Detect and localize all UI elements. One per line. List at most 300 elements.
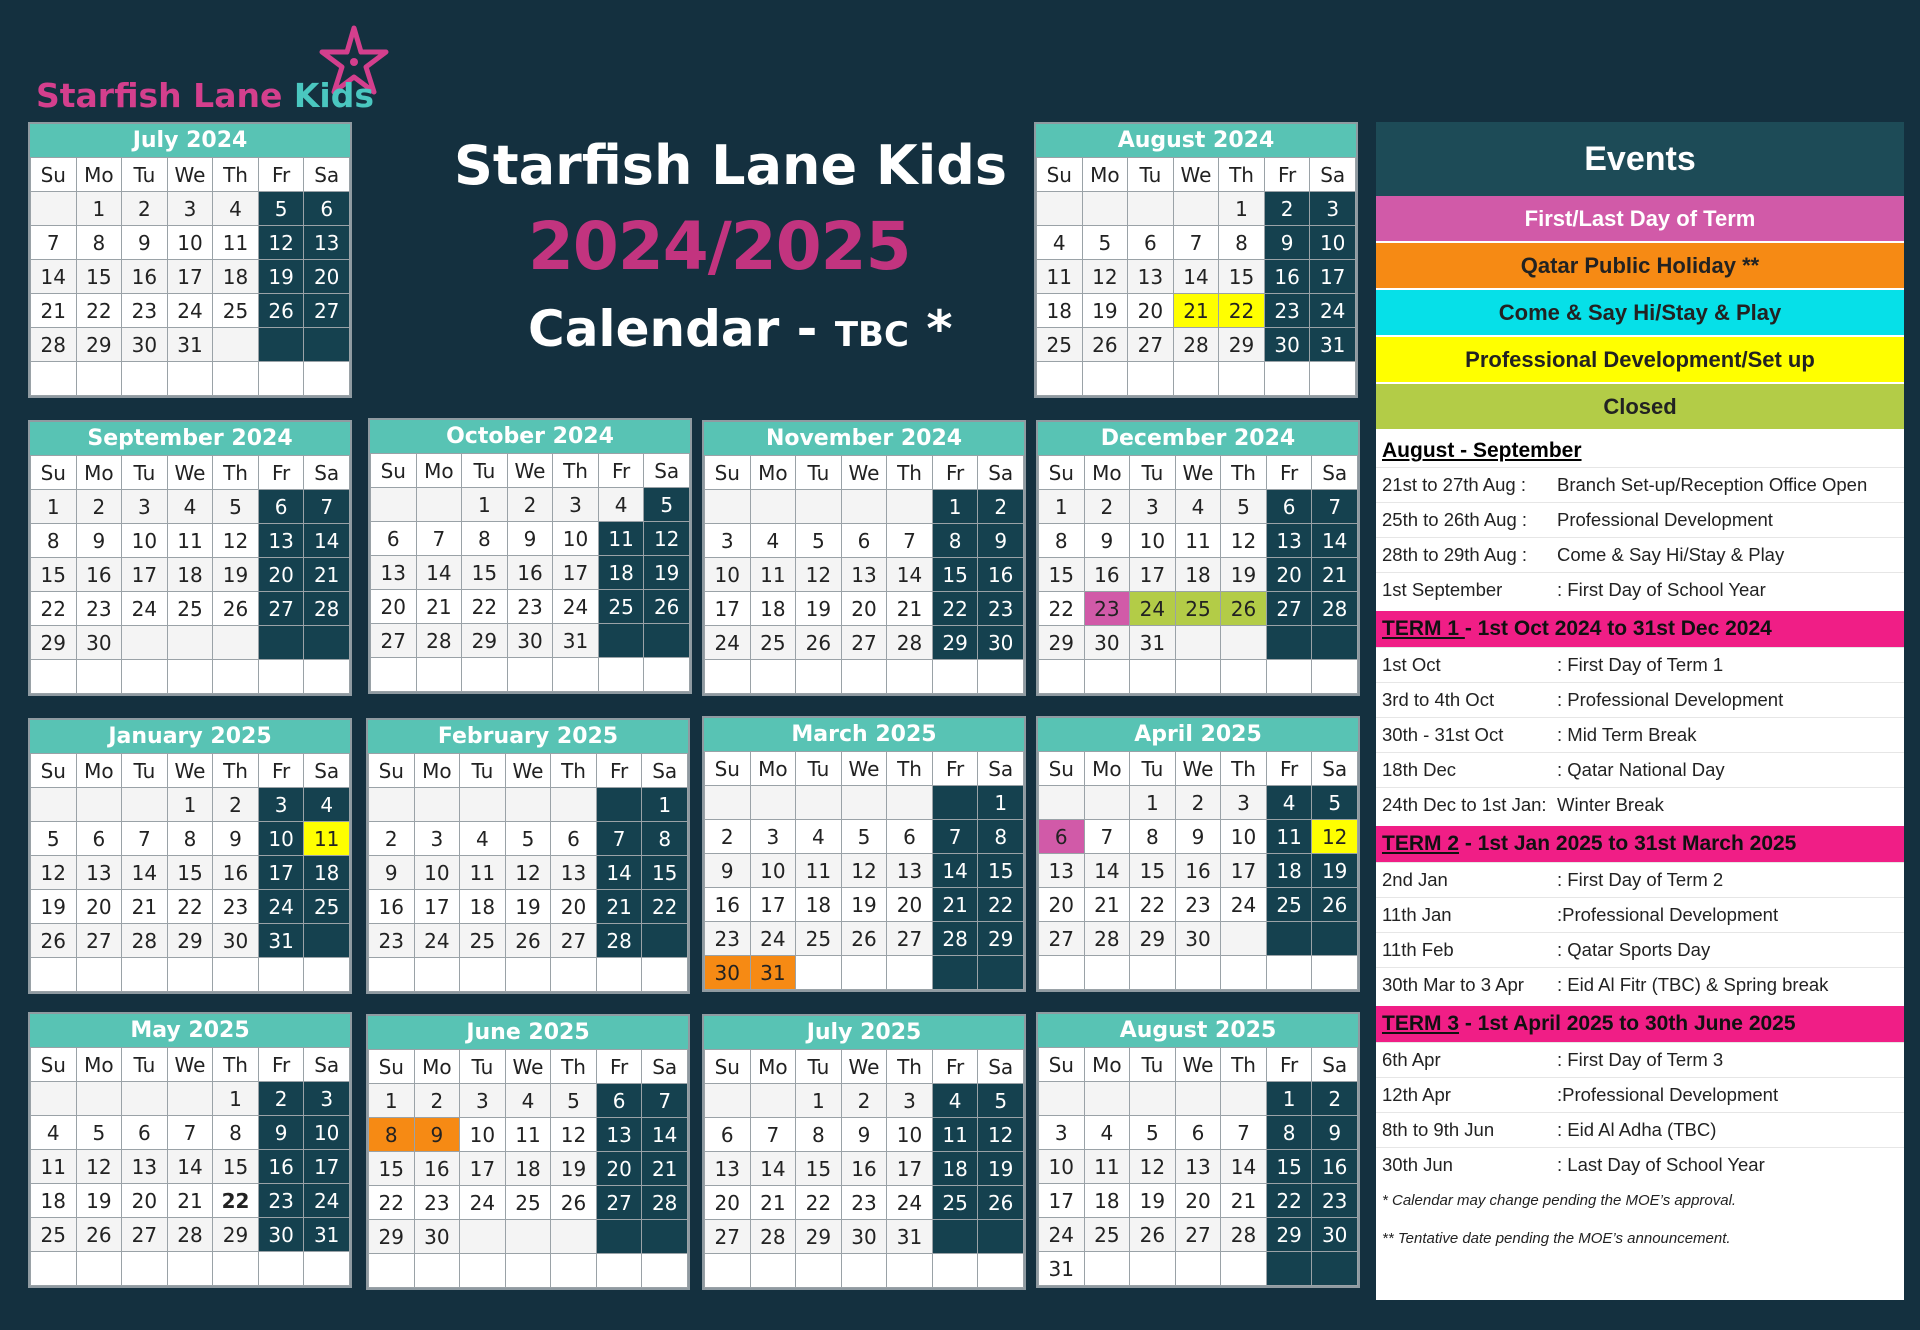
term3-title: TERM 3 - 1st April 2025 to 30th June 2025 — [1376, 1006, 1904, 1042]
empty-cell — [507, 658, 553, 692]
empty-cell — [258, 1252, 304, 1286]
day-cell: 17 — [705, 592, 751, 626]
empty-cell — [31, 788, 77, 822]
day-cell: 3 — [1221, 786, 1267, 820]
weekday-header: Sa — [1310, 158, 1356, 192]
weekday-header: Su — [1037, 158, 1083, 192]
day-cell: 16 — [507, 556, 553, 590]
day-cell: 28 — [304, 592, 350, 626]
weekday-header: Sa — [1312, 456, 1358, 490]
day-cell: 18 — [598, 556, 644, 590]
empty-cell — [750, 490, 796, 524]
day-cell: 8 — [76, 226, 122, 260]
empty-cell — [978, 956, 1024, 990]
day-cell: 6 — [1266, 490, 1312, 524]
day-cell: 11 — [1084, 1150, 1130, 1184]
day-cell: 26 — [258, 294, 304, 328]
weekday-header: Su — [1039, 1048, 1085, 1082]
day-cell: 1 — [1039, 490, 1085, 524]
weekday-header: Fr — [1266, 1048, 1312, 1082]
event-date: 21st to 27th Aug : — [1382, 474, 1526, 495]
day-cell: 16 — [258, 1150, 304, 1184]
weekday-header: Tu — [1128, 158, 1174, 192]
day-cell: 31 — [1039, 1252, 1085, 1286]
day-cell: 15 — [76, 260, 122, 294]
title-year: 2024/2025 — [528, 208, 911, 285]
empty-cell — [644, 658, 690, 692]
day-cell: 15 — [932, 558, 978, 592]
weekday-header: Fr — [932, 752, 978, 786]
empty-cell — [551, 788, 597, 822]
day-cell: 12 — [505, 856, 551, 890]
event-date: 1st Oct — [1382, 654, 1441, 675]
day-cell: 5 — [1221, 490, 1267, 524]
month-september-2024 — [28, 420, 352, 696]
event-date: 6th Apr — [1382, 1049, 1441, 1070]
month-title: August 2025 — [1038, 1014, 1358, 1047]
event-row — [1376, 1112, 1904, 1147]
day-cell: 3 — [887, 1084, 933, 1118]
empty-cell — [642, 958, 688, 992]
empty-cell — [1039, 660, 1085, 694]
weekday-header: Mo — [1084, 456, 1130, 490]
day-cell: 29 — [213, 1218, 259, 1252]
day-cell: 1 — [76, 192, 122, 226]
event-date: 30th Mar to 3 Apr — [1382, 974, 1524, 995]
day-cell: 18 — [167, 558, 213, 592]
day-cell: 2 — [414, 1084, 460, 1118]
empty-cell — [932, 786, 978, 820]
day-cell: 11 — [31, 1150, 77, 1184]
day-cell: 11 — [796, 854, 842, 888]
day-cell: 18 — [460, 890, 506, 924]
day-cell: 6 — [1039, 820, 1085, 854]
day-cell: 27 — [841, 626, 887, 660]
event-desc: : Qatar National Day — [1557, 759, 1725, 780]
empty-cell — [887, 956, 933, 990]
day-cell: 27 — [1175, 1218, 1221, 1252]
day-cell: 2 — [841, 1084, 887, 1118]
day-cell: 25 — [796, 922, 842, 956]
day-cell: 1 — [932, 490, 978, 524]
empty-cell — [369, 788, 415, 822]
event-desc: : First Day of Term 2 — [1557, 869, 1724, 890]
day-cell: 23 — [369, 924, 415, 958]
day-cell: 27 — [1128, 328, 1174, 362]
empty-cell — [796, 660, 842, 694]
day-cell: 13 — [304, 226, 350, 260]
day-cell: 3 — [304, 1082, 350, 1116]
empty-cell — [551, 958, 597, 992]
weekday-header: Tu — [122, 754, 168, 788]
day-cell: 20 — [705, 1186, 751, 1220]
month-title: May 2025 — [30, 1014, 350, 1047]
weekday-header: Tu — [796, 456, 842, 490]
weekday-header: Su — [1039, 456, 1085, 490]
event-desc: : Eid Al Adha (TBC) — [1557, 1119, 1717, 1140]
empty-cell — [841, 660, 887, 694]
day-cell: 29 — [978, 922, 1024, 956]
day-cell: 18 — [505, 1152, 551, 1186]
weekday-header: Th — [213, 456, 259, 490]
term3-list — [1376, 1042, 1904, 1182]
day-cell: 24 — [122, 592, 168, 626]
day-cell: 15 — [642, 856, 688, 890]
day-cell: 13 — [76, 856, 122, 890]
weekday-header: We — [167, 754, 213, 788]
empty-cell — [122, 1252, 168, 1286]
event-row — [1376, 502, 1904, 537]
day-cell: 26 — [841, 922, 887, 956]
empty-cell — [369, 1254, 415, 1288]
day-cell: 10 — [304, 1116, 350, 1150]
weekday-header: Th — [213, 158, 259, 192]
day-cell: 18 — [796, 888, 842, 922]
day-cell: 10 — [1039, 1150, 1085, 1184]
empty-cell — [258, 626, 304, 660]
empty-cell — [1266, 626, 1312, 660]
day-cell: 17 — [122, 558, 168, 592]
day-cell: 5 — [1082, 226, 1128, 260]
day-cell: 31 — [167, 328, 213, 362]
weekday-header: Fr — [596, 1050, 642, 1084]
day-cell: 22 — [31, 592, 77, 626]
empty-cell — [505, 1254, 551, 1288]
event-date: 25th to 26th Aug : — [1382, 509, 1528, 530]
weekday-header: Sa — [978, 456, 1024, 490]
day-cell: 30 — [122, 328, 168, 362]
day-cell: 18 — [750, 592, 796, 626]
month-title: February 2025 — [368, 720, 688, 753]
day-cell: 18 — [1266, 854, 1312, 888]
event-date: 2nd Jan — [1382, 869, 1448, 890]
month-february-2025 — [366, 718, 690, 994]
event-row — [1376, 1147, 1904, 1182]
day-cell: 31 — [1310, 328, 1356, 362]
day-cell: 30 — [705, 956, 751, 990]
empty-cell — [1221, 922, 1267, 956]
legend-first-last-day: First/Last Day of Term — [1376, 196, 1904, 243]
empty-cell — [304, 362, 350, 396]
day-cell: 13 — [596, 1118, 642, 1152]
empty-cell — [705, 786, 751, 820]
note-tentative: ** Tentative date pending the MOE’s announcement. — [1382, 1230, 1731, 1247]
day-cell: 23 — [213, 890, 259, 924]
month-may-2025 — [28, 1012, 352, 1288]
day-cell: 18 — [1084, 1184, 1130, 1218]
empty-cell — [642, 1254, 688, 1288]
empty-cell — [76, 788, 122, 822]
day-cell: 14 — [304, 524, 350, 558]
logo-text: Starfish Lane Kids — [36, 76, 374, 115]
event-desc: Professional Development — [1557, 509, 1773, 530]
weekday-header: Mo — [750, 752, 796, 786]
weekday-header: Su — [705, 456, 751, 490]
day-cell: 21 — [932, 888, 978, 922]
day-cell: 8 — [978, 820, 1024, 854]
month-title: March 2025 — [704, 718, 1024, 751]
day-cell: 28 — [167, 1218, 213, 1252]
month-october-2024 — [368, 418, 692, 694]
empty-cell — [31, 192, 77, 226]
day-cell: 1 — [978, 786, 1024, 820]
empty-cell — [1130, 660, 1176, 694]
day-cell: 4 — [460, 822, 506, 856]
day-cell: 24 — [1130, 592, 1176, 626]
day-cell: 8 — [213, 1116, 259, 1150]
empty-cell — [505, 1220, 551, 1254]
day-cell: 14 — [122, 856, 168, 890]
day-cell: 25 — [598, 590, 644, 624]
day-cell: 29 — [1219, 328, 1265, 362]
empty-cell — [414, 958, 460, 992]
day-cell: 7 — [167, 1116, 213, 1150]
day-cell: 20 — [76, 890, 122, 924]
event-row — [1376, 897, 1904, 932]
day-cell: 23 — [507, 590, 553, 624]
day-cell: 3 — [258, 788, 304, 822]
weekday-header: Th — [551, 1050, 597, 1084]
day-cell: 28 — [1221, 1218, 1267, 1252]
event-date: 28th to 29th Aug : — [1382, 544, 1528, 565]
day-cell: 7 — [1173, 226, 1219, 260]
day-cell: 27 — [887, 922, 933, 956]
day-cell: 24 — [167, 294, 213, 328]
empty-cell — [887, 1254, 933, 1288]
day-cell: 7 — [1221, 1116, 1267, 1150]
month-title: July 2024 — [30, 124, 350, 157]
day-cell: 28 — [1084, 922, 1130, 956]
day-cell: 9 — [414, 1118, 460, 1152]
weekday-header: Tu — [122, 158, 168, 192]
event-row — [1376, 717, 1904, 752]
day-cell: 10 — [887, 1118, 933, 1152]
day-cell: 12 — [1082, 260, 1128, 294]
day-cell: 9 — [1084, 524, 1130, 558]
event-desc: : Mid Term Break — [1557, 724, 1697, 745]
day-cell: 22 — [462, 590, 508, 624]
day-cell: 9 — [507, 522, 553, 556]
empty-cell — [551, 1254, 597, 1288]
day-cell: 19 — [978, 1152, 1024, 1186]
day-cell: 17 — [167, 260, 213, 294]
month-title: November 2024 — [704, 422, 1024, 455]
month-title: June 2025 — [368, 1016, 688, 1049]
weekday-header: Su — [705, 752, 751, 786]
event-date: 3rd to 4th Oct — [1382, 689, 1495, 710]
day-cell: 31 — [258, 924, 304, 958]
weekday-header: Su — [369, 1050, 415, 1084]
events-heading: Events — [1376, 122, 1904, 196]
empty-cell — [1037, 192, 1083, 226]
empty-cell — [460, 788, 506, 822]
day-cell: 5 — [76, 1116, 122, 1150]
empty-cell — [76, 958, 122, 992]
empty-cell — [1312, 922, 1358, 956]
empty-cell — [1039, 956, 1085, 990]
day-cell: 30 — [414, 1220, 460, 1254]
day-cell: 31 — [750, 956, 796, 990]
empty-cell — [1039, 786, 1085, 820]
day-cell: 16 — [705, 888, 751, 922]
day-cell: 5 — [505, 822, 551, 856]
month-january-2025 — [28, 718, 352, 994]
day-cell: 12 — [796, 558, 842, 592]
day-cell: 29 — [462, 624, 508, 658]
empty-cell — [76, 362, 122, 396]
day-cell: 26 — [31, 924, 77, 958]
day-cell: 2 — [258, 1082, 304, 1116]
empty-cell — [642, 924, 688, 958]
event-row — [1376, 1042, 1904, 1077]
day-cell: 1 — [1266, 1082, 1312, 1116]
day-cell: 25 — [167, 592, 213, 626]
day-cell: 30 — [1084, 626, 1130, 660]
weekday-header: We — [507, 454, 553, 488]
day-cell: 2 — [507, 488, 553, 522]
day-cell: 22 — [1130, 888, 1176, 922]
day-cell: 30 — [76, 626, 122, 660]
day-cell: 26 — [1221, 592, 1267, 626]
empty-cell — [31, 362, 77, 396]
empty-cell — [304, 1252, 350, 1286]
weekday-header: We — [1175, 1048, 1221, 1082]
day-cell: 3 — [1130, 490, 1176, 524]
empty-cell — [1266, 1252, 1312, 1286]
day-cell: 13 — [841, 558, 887, 592]
weekday-header: Th — [213, 1048, 259, 1082]
day-cell: 12 — [31, 856, 77, 890]
day-cell: 8 — [167, 822, 213, 856]
day-cell: 23 — [122, 294, 168, 328]
month-title: January 2025 — [30, 720, 350, 753]
aug-sep-title: August - September — [1382, 439, 1582, 462]
empty-cell — [796, 786, 842, 820]
day-cell: 29 — [1039, 626, 1085, 660]
event-row — [1376, 862, 1904, 897]
weekday-header: We — [167, 1048, 213, 1082]
day-cell: 8 — [642, 822, 688, 856]
day-cell: 17 — [1310, 260, 1356, 294]
day-cell: 20 — [258, 558, 304, 592]
weekday-header: Su — [705, 1050, 751, 1084]
empty-cell — [1221, 956, 1267, 990]
day-cell: 24 — [1039, 1218, 1085, 1252]
day-cell: 1 — [1219, 192, 1265, 226]
events-panel — [1376, 122, 1904, 1300]
day-cell: 12 — [1221, 524, 1267, 558]
day-cell: 6 — [258, 490, 304, 524]
day-cell: 8 — [462, 522, 508, 556]
day-cell: 19 — [1082, 294, 1128, 328]
day-cell: 26 — [978, 1186, 1024, 1220]
weekday-header: Mo — [1082, 158, 1128, 192]
day-cell: 7 — [416, 522, 462, 556]
day-cell: 11 — [505, 1118, 551, 1152]
month-november-2024 — [702, 420, 1026, 696]
month-july-2024 — [28, 122, 352, 398]
day-cell: 21 — [887, 592, 933, 626]
day-cell: 12 — [1312, 820, 1358, 854]
empty-cell — [460, 1220, 506, 1254]
day-cell: 17 — [460, 1152, 506, 1186]
weekday-header: Sa — [304, 158, 350, 192]
day-cell: 17 — [414, 890, 460, 924]
day-cell: 13 — [1039, 854, 1085, 888]
day-cell: 31 — [553, 624, 599, 658]
empty-cell — [304, 924, 350, 958]
month-title: October 2024 — [370, 420, 690, 453]
empty-cell — [258, 362, 304, 396]
day-cell: 5 — [258, 192, 304, 226]
day-cell: 6 — [122, 1116, 168, 1150]
weekday-header: Su — [31, 456, 77, 490]
day-cell: 7 — [122, 822, 168, 856]
day-cell: 16 — [1312, 1150, 1358, 1184]
empty-cell — [304, 958, 350, 992]
empty-cell — [1266, 956, 1312, 990]
empty-cell — [1175, 1252, 1221, 1286]
day-cell: 12 — [213, 524, 259, 558]
day-cell: 27 — [596, 1186, 642, 1220]
event-desc: Winter Break — [1557, 794, 1664, 815]
empty-cell — [1175, 660, 1221, 694]
day-cell: 4 — [598, 488, 644, 522]
empty-cell — [596, 788, 642, 822]
day-cell: 26 — [644, 590, 690, 624]
day-cell: 15 — [213, 1150, 259, 1184]
weekday-header: Mo — [1084, 1048, 1130, 1082]
day-cell: 4 — [750, 524, 796, 558]
weekday-header: Su — [31, 1048, 77, 1082]
day-cell: 26 — [1312, 888, 1358, 922]
day-cell: 6 — [1128, 226, 1174, 260]
day-cell: 21 — [416, 590, 462, 624]
weekday-header: Th — [1221, 456, 1267, 490]
empty-cell — [932, 1254, 978, 1288]
empty-cell — [1221, 660, 1267, 694]
day-cell: 7 — [750, 1118, 796, 1152]
day-cell: 19 — [841, 888, 887, 922]
weekday-header: Sa — [304, 456, 350, 490]
day-cell: 9 — [1312, 1116, 1358, 1150]
day-cell: 1 — [462, 488, 508, 522]
day-cell: 5 — [31, 822, 77, 856]
weekday-header: Sa — [642, 1050, 688, 1084]
day-cell: 1 — [1130, 786, 1176, 820]
empty-cell — [596, 1220, 642, 1254]
empty-cell — [1082, 192, 1128, 226]
weekday-header: Mo — [76, 456, 122, 490]
weekday-header: Fr — [258, 456, 304, 490]
day-cell: 14 — [887, 558, 933, 592]
day-cell: 18 — [932, 1152, 978, 1186]
day-cell: 21 — [1173, 294, 1219, 328]
empty-cell — [460, 958, 506, 992]
empty-cell — [167, 660, 213, 694]
day-cell: 6 — [76, 822, 122, 856]
empty-cell — [1312, 626, 1358, 660]
day-cell: 18 — [1037, 294, 1083, 328]
month-title: July 2025 — [704, 1016, 1024, 1049]
weekday-header: Sa — [304, 754, 350, 788]
weekday-header: Su — [371, 454, 417, 488]
day-cell: 2 — [1264, 192, 1310, 226]
day-cell: 4 — [1175, 490, 1221, 524]
empty-cell — [167, 626, 213, 660]
day-cell: 10 — [1130, 524, 1176, 558]
weekday-header: Fr — [598, 454, 644, 488]
